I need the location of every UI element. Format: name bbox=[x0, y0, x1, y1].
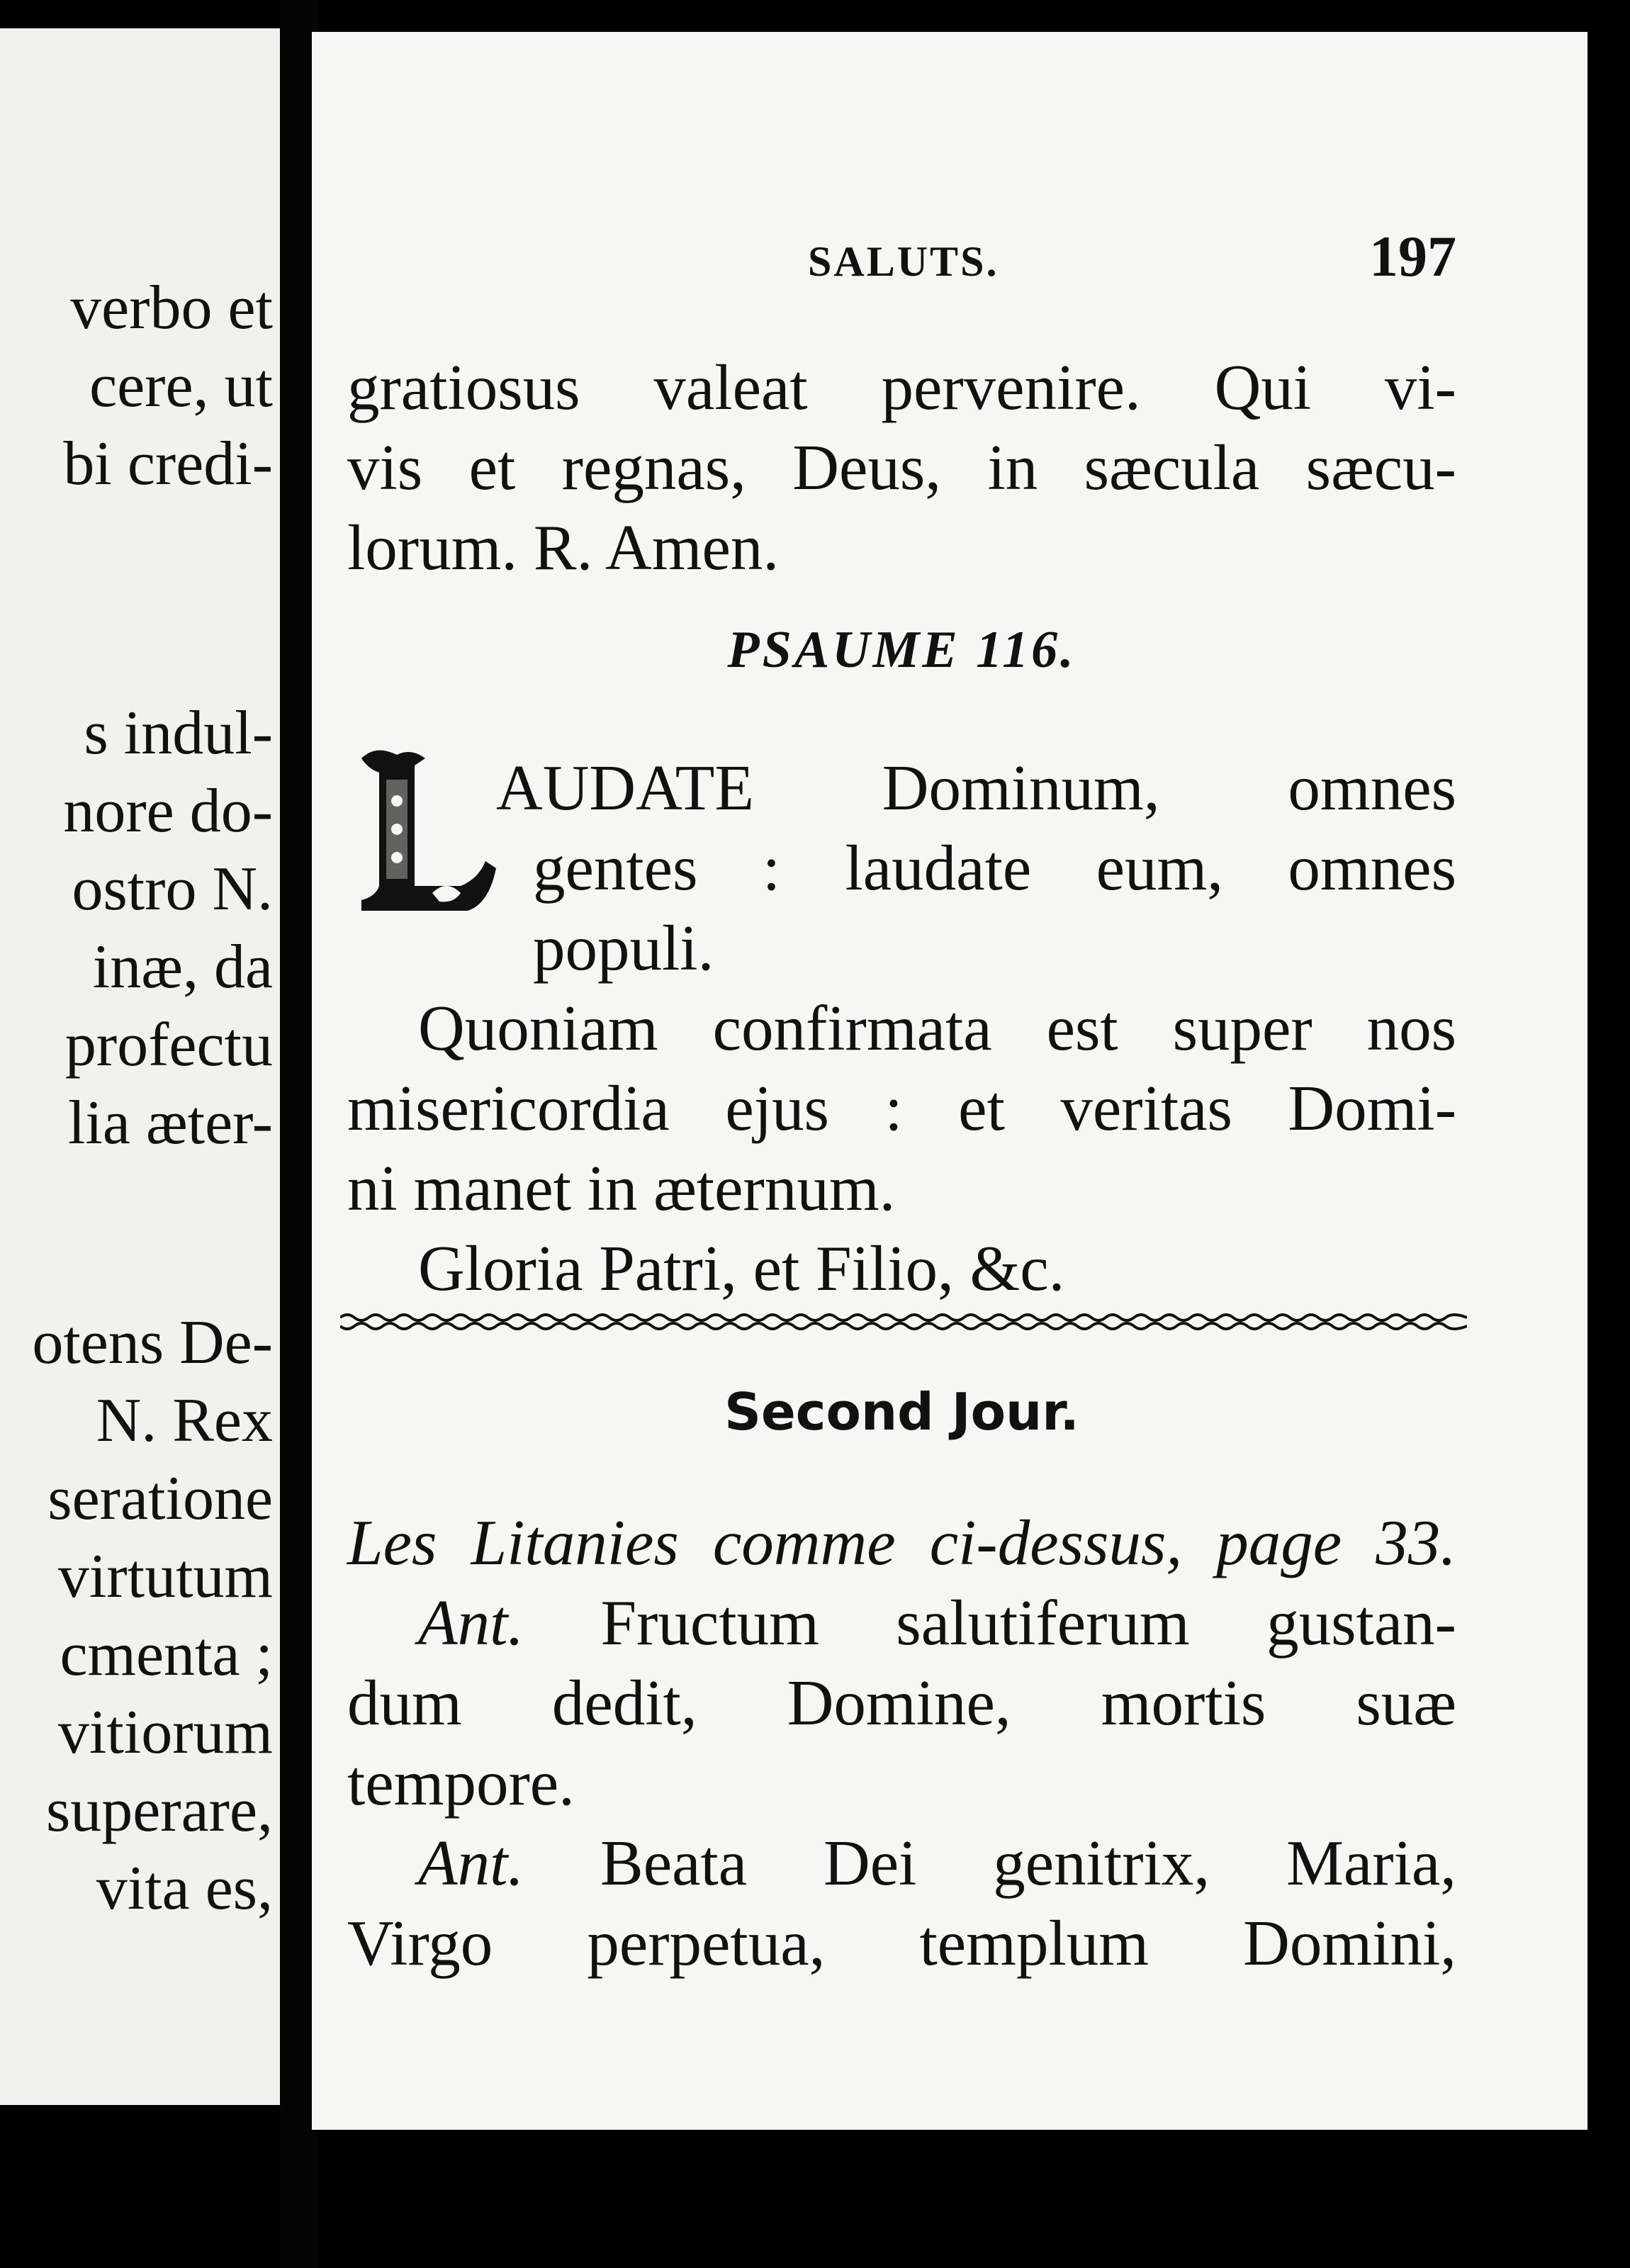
left-line: N. Rex bbox=[96, 1386, 273, 1455]
left-line: verbo et bbox=[70, 274, 273, 342]
left-line: bi credi- bbox=[63, 430, 273, 498]
psalm-line: gentes : laudate eum, omnes bbox=[533, 832, 1456, 904]
antiphon-line: Virgo perpetua, templum Domini, bbox=[347, 1907, 1456, 1979]
left-line: vitiorum bbox=[57, 1698, 273, 1767]
left-line: superare, bbox=[45, 1776, 273, 1845]
gloria-line: Gloria Patri, et Filio, &c. bbox=[418, 1233, 1065, 1304]
antiphon-1-line bbox=[347, 1583, 1456, 1663]
left-line: virtutum bbox=[57, 1542, 273, 1611]
running-head: SALUTS. bbox=[808, 238, 999, 285]
left-line: seratione bbox=[47, 1464, 273, 1533]
psalm-verse-line: Quoniam confirmata est super nos bbox=[418, 992, 1456, 1064]
left-line: profectu bbox=[64, 1011, 273, 1079]
left-line: lia æter- bbox=[67, 1089, 273, 1157]
litanies-line: Les Litanies comme ci-dessus, page 33. bbox=[347, 1507, 1456, 1578]
antiphon-label: Ant. bbox=[418, 1827, 524, 1899]
antiphon-line: dum dedit, Domine, mortis suæ bbox=[347, 1667, 1456, 1739]
right-page bbox=[312, 32, 1587, 2130]
left-line: s indul- bbox=[84, 699, 273, 768]
prayer-line: gratiosus valeat pervenire. Qui vi- bbox=[347, 352, 1456, 423]
antiphon-label: Ant. bbox=[418, 1587, 524, 1658]
left-line: inæ, da bbox=[92, 933, 273, 1001]
antiphon-text: Fructum salutiferum gustan- bbox=[600, 1587, 1456, 1658]
left-line: cere, ut bbox=[89, 352, 273, 420]
psalm-verse-line: ni manet in æternum. bbox=[347, 1152, 896, 1224]
left-facing-page bbox=[0, 28, 280, 2105]
antiphon-text: Beata Dei genitrix, Maria, bbox=[600, 1827, 1456, 1899]
antiphon-2-line bbox=[347, 1823, 1456, 1903]
psalm-heading: PSAUME 116. bbox=[727, 621, 1077, 679]
psalm-verse-line: misericordia ejus : et veritas Domi- bbox=[347, 1072, 1456, 1144]
page-number: 197 bbox=[1369, 224, 1456, 288]
left-line: vita es, bbox=[96, 1854, 273, 1923]
psalm-text bbox=[347, 748, 1456, 1308]
ornamental-rule bbox=[340, 1308, 1467, 1336]
second-day-heading: Second Jour. bbox=[724, 1382, 1079, 1442]
left-line: cmenta ; bbox=[60, 1620, 273, 1689]
left-page-text-group-2 bbox=[63, 695, 273, 1162]
left-line: nore do- bbox=[63, 777, 273, 846]
psalm-line: AUDATE Dominum, omnes bbox=[496, 752, 1456, 824]
psalm-line: populi. bbox=[533, 912, 714, 984]
second-day-text bbox=[347, 1503, 1456, 1983]
page-header bbox=[347, 223, 1456, 294]
left-page-text-group-3 bbox=[32, 1304, 273, 1928]
left-line: ostro N. bbox=[72, 855, 273, 924]
left-line: otens De- bbox=[32, 1308, 273, 1377]
antiphon-line: tempore. bbox=[347, 1747, 575, 1819]
prayer-line: lorum. R. Amen. bbox=[347, 512, 780, 583]
prayer-line: vis et regnas, Deus, in sæcula sæcu- bbox=[347, 432, 1456, 503]
prayer-ending bbox=[347, 347, 1456, 588]
left-page-text-group-1 bbox=[63, 269, 273, 503]
